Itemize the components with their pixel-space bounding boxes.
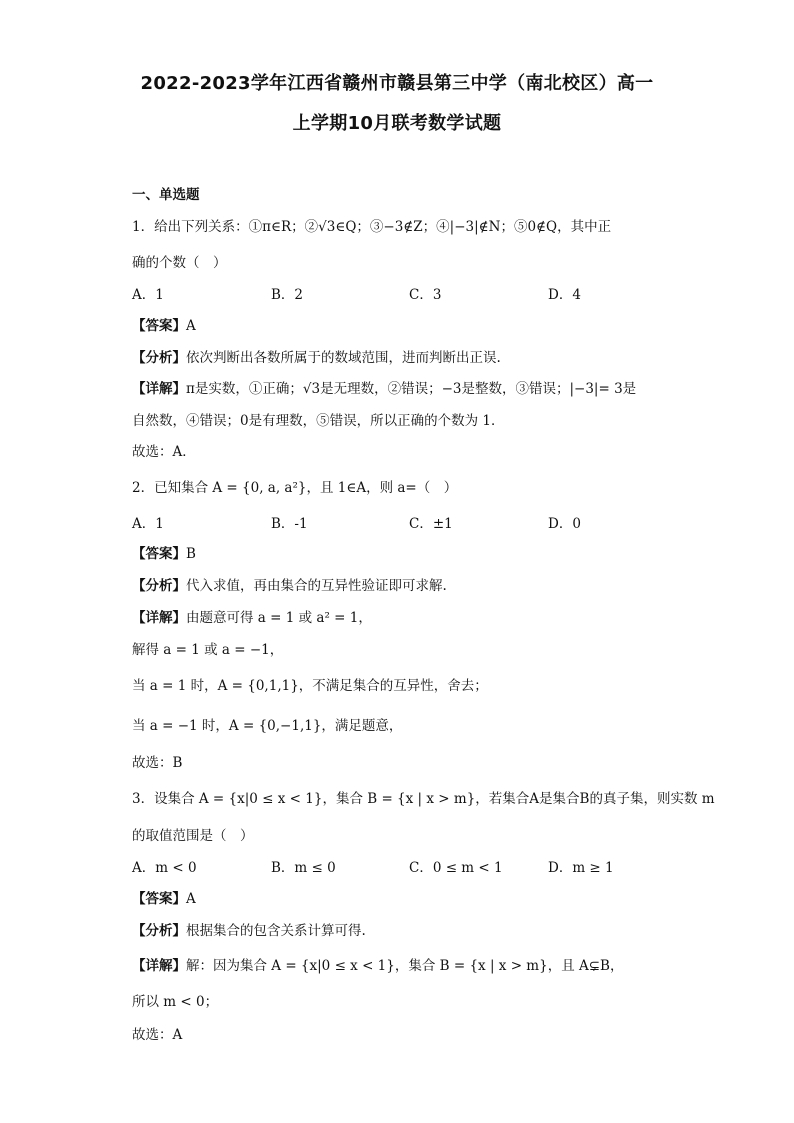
q2-option-c: C．±1 (409, 516, 453, 532)
answer-label: 【答案】 (132, 891, 186, 907)
answer-label: 【答案】 (132, 546, 186, 562)
doc-title-line-1: 2022-2023学年江西省赣州市赣县第三中学（南北校区）高一 (140, 73, 654, 94)
q3-line-1: 所以 m < 0； (132, 994, 219, 1010)
q2-answer-value: B (186, 546, 196, 562)
q1-stem-line-2: 确的个数（ ） (132, 255, 227, 271)
q2-analysis (132, 577, 447, 595)
q2-analysis-text: 代入求值，再由集合的互异性验证即可求解. (186, 578, 447, 594)
q2-detail-text: 由题意可得 a = 1 或 a² = 1， (186, 610, 372, 626)
q3-option-a: A．m < 0 (132, 860, 197, 876)
q3-answer-value: A (186, 891, 196, 907)
q1-option-d: D．4 (548, 287, 581, 303)
q3-analysis (132, 922, 366, 940)
q2-detail (132, 609, 372, 627)
q3-option-c: C．0 ≤ m < 1 (409, 860, 503, 876)
q1-detail-line-2: 自然数，④错误；0是有理数，⑤错误，所以正确的个数为 1． (132, 413, 505, 429)
q2-option-a: A．1 (132, 516, 164, 532)
detail-label: 【详解】 (132, 958, 186, 974)
analysis-label: 【分析】 (132, 578, 186, 594)
q1-stem (132, 218, 611, 236)
q3-answer (132, 890, 196, 908)
analysis-label: 【分析】 (132, 350, 186, 366)
q1-analysis (132, 349, 501, 367)
doc-title-line-2: 上学期10月联考数学试题 (292, 113, 502, 134)
q1-stem-part-b: 3∈Q；③−3∉Z；④|−3|∉N；⑤0∉Q，其中正 (326, 219, 612, 235)
q3-option-d: D．m ≥ 1 (548, 860, 614, 876)
q3-option-b: B．m ≤ 0 (271, 860, 336, 876)
q1-option-c: C．3 (409, 287, 442, 303)
q1-option-b: B．2 (271, 287, 304, 303)
q2-option-b: B．-1 (271, 516, 308, 532)
q1-answer (132, 317, 196, 335)
q2-option-d: D．0 (548, 516, 581, 532)
q3-stem-line-1: 3．设集合 A = {x|0 ≤ x < 1}，集合 B = {x | x > m}，若集合A是集合B的真子集，则实数 m (132, 791, 715, 807)
q2-line-2: 当 a = 1 时，A = {0,1,1}，不满足集合的互异性，舍去； (132, 678, 488, 694)
answer-label: 【答案】 (132, 318, 186, 334)
detail-label: 【详解】 (132, 610, 186, 626)
q2-stem: 2．已知集合 A = {0, a, a²}，且 1∈A，则 a=（ ） (132, 480, 458, 496)
q3-detail-text: 解：因为集合 A = {x|0 ≤ x < 1}，集合 B = {x | x > m}，且 A⊊B， (186, 958, 624, 974)
q1-answer-value: A (186, 318, 196, 334)
q1-analysis-text: 依次判断出各数所属于的数域范围，进而判断出正误. (186, 350, 501, 366)
q3-analysis-text: 根据集合的包含关系计算可得. (186, 923, 366, 939)
q3-stem-line-2: 的取值范围是（ ） (132, 828, 254, 844)
q2-answer (132, 545, 196, 563)
q2-line-3: 当 a = −1 时，A = {0,−1,1}，满足题意， (132, 718, 403, 734)
q1-option-a: A．1 (132, 287, 164, 303)
q1-conclusion: 故选：A． (132, 444, 196, 460)
q2-conclusion: 故选：B (132, 755, 183, 771)
detail-label: 【详解】 (132, 381, 186, 397)
q1-detail (132, 380, 636, 398)
analysis-label: 【分析】 (132, 923, 186, 939)
q3-conclusion: 故选：A (132, 1027, 183, 1043)
section-heading: 一、单选题 (132, 187, 200, 203)
q1-detail-line-1: π是实数，①正确；√3是无理数，②错误；−3是整数，③错误；|−3|= 3是 (186, 381, 637, 397)
q3-detail (132, 957, 623, 975)
q2-line-1: 解得 a = 1 或 a = −1， (132, 642, 284, 658)
sqrt-symbol: √ (318, 219, 327, 235)
q1-stem-part-a: 1．给出下列关系：①π∈R；② (132, 219, 319, 235)
